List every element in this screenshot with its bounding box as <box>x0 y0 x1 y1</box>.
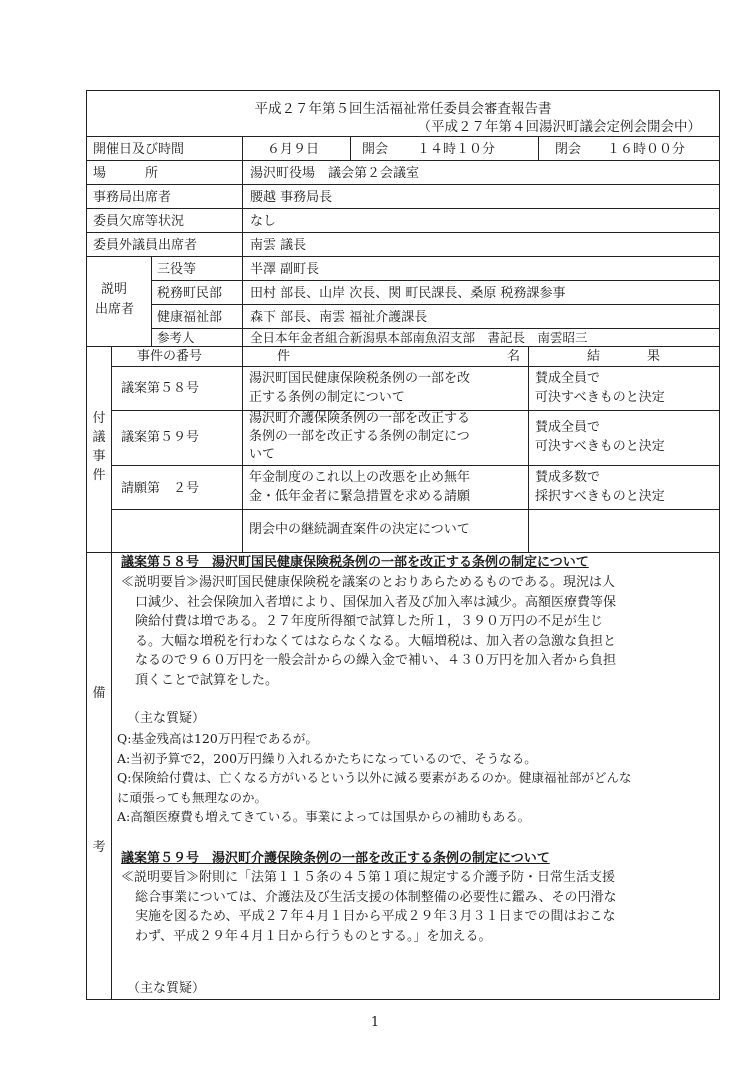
explainer-names: 森下 部長、南雲 福祉介護課長 <box>250 310 428 325</box>
agenda-item-subject: 正する条例の制定について <box>249 390 405 405</box>
explainer-dept: 参考人 <box>157 330 195 345</box>
agenda-item-result: 可決すべきものと決定 <box>535 439 665 454</box>
agenda-item-result: 可決すべきものと決定 <box>535 390 665 405</box>
section1-qa-heading: （主な質疑） <box>127 711 206 726</box>
agenda-col-number: 事件の番号 <box>137 349 203 364</box>
summary-line: 実施を図るため、平成２７年４月１日から平成２９年３月３１日までの間はおこな <box>135 909 616 924</box>
qa-line: Q:基金残高は120万円程であるが。 <box>117 731 318 746</box>
agenda-item-subject: いて <box>249 447 276 462</box>
agenda-item-subject: 湯沢町国民健康保険税条例の一部を改 <box>249 371 471 386</box>
summary-line: 口減少、社会保険加入者増により、国保加入者及び加入率は減少。高額医療費等保 <box>135 594 617 610</box>
agenda-side-label: 議 <box>92 430 106 445</box>
agenda-item-subject: 年金制度のこれ以上の改悪を止め無年 <box>249 470 471 485</box>
summary-line: 頂くことで試算をした。 <box>135 672 279 688</box>
place-value: 湯沢町役場 議会第２会議室 <box>250 166 420 181</box>
qa-line: A:高額医療費も増えてきている。事業によっては国県からの補助もある。 <box>117 809 531 824</box>
agenda-item-subject: 閉会中の継続調査案件の決定について <box>249 522 470 537</box>
summary-line: 険給付費は増である。２７年度所得額で試算した所１，３９０万円の不足が生じ <box>135 614 604 629</box>
agenda-side-label: 事 <box>92 449 106 464</box>
explainer-names: 田村 部長、山岸 次長、関 町民課長、桑原 税務課参事 <box>250 286 566 301</box>
agenda-col-subject-a: 件 <box>277 349 291 364</box>
outside-label: 委員外議員出席者 <box>93 238 198 253</box>
section1-heading: 議案第５８号 湯沢町国民健康保険税条例の一部を改正する条例の制定について <box>121 555 589 570</box>
summary-line: ≪説明要旨≫湯沢町国民健康保険税を議案のとおりあらためるものである。現況は人 <box>121 575 616 590</box>
agenda-col-result-a: 結 <box>587 349 601 364</box>
section2-summary <box>121 868 717 946</box>
section2-qa-heading: （主な質疑） <box>127 981 206 996</box>
qa-line: Q:保険給付費は、亡くなる方がいるという以外に減る要素があるのか。健康福祉部がどんな <box>117 770 632 785</box>
agenda-item-number: 議案第５９号 <box>121 430 200 445</box>
remarks-side-label: 備 <box>92 686 106 701</box>
agenda-item-result: 賛成全員で <box>535 371 601 386</box>
agenda-item-result: 賛成多数で <box>535 470 601 485</box>
agenda-item-number: 議案第５８号 <box>121 381 200 396</box>
agenda-item-number: 請願第 ２号 <box>121 481 200 496</box>
date-label: 開催日及び時間 <box>93 142 185 157</box>
agenda-side-label: 付 <box>92 411 106 426</box>
agenda-col-result-b: 果 <box>647 349 661 364</box>
summary-line: なるので９６０万円を一般会計からの繰入金で補い、４３０万円を加入者から負担 <box>135 653 617 668</box>
section2-heading: 議案第５９号 湯沢町介護保険条例の一部を改正する条例の制定について <box>121 851 550 866</box>
explainer-dept: 三役等 <box>157 262 197 277</box>
explainers-label-1: 説明 <box>101 282 128 297</box>
agenda-col-subject-b: 名 <box>507 349 521 364</box>
explainer-names: 半澤 副町長 <box>250 262 320 277</box>
close-label: 閉会 <box>555 142 582 157</box>
qa-line: に頑張っても無理なのか。 <box>117 789 268 805</box>
summary-line: わず、平成２９年４月１日から行うものとする。」を加える。 <box>135 928 492 944</box>
explainer-names: 全日本年金者組合新潟県本部南魚沼支部 書記長 南雲昭三 <box>250 330 588 345</box>
summary-line: ≪説明要旨≫附則に「法第１１５条の４５第１項に規定する介護予防・日常生活支援 <box>121 870 616 885</box>
open-time: １４時１０分 <box>417 142 496 157</box>
report-page <box>86 90 720 1000</box>
agenda-item-result: 賛成全員で <box>535 420 601 435</box>
summary-line: る。大幅な増税を行わなくてはならなくなる。大幅増税は、加入者の急激な負担と <box>135 633 617 649</box>
date-value: ６月９日 <box>267 142 320 157</box>
secretariat-value: 腰越 事務局長 <box>250 190 333 205</box>
report-title: 平成２７年第５回生活福祉常任委員会審査報告書 <box>254 101 552 117</box>
absence-label: 委員欠席等状況 <box>93 214 185 229</box>
section1-qa <box>117 729 717 827</box>
outside-value: 南雲 議長 <box>250 238 307 253</box>
summary-line: 総合事業については、介護法及び生活支援の体制整備の必要性に鑑み、その円滑な <box>135 889 617 905</box>
page-number: 1 <box>370 1015 380 1030</box>
remarks-side-label: 考 <box>92 840 106 855</box>
explainers-label-2: 出席者 <box>95 302 135 317</box>
explainer-dept: 健康福祉部 <box>157 310 223 325</box>
explainer-dept: 税務町民部 <box>157 286 223 301</box>
place-label: 場 所 <box>93 166 159 181</box>
agenda-item-result: 採択すべきものと決定 <box>535 489 665 504</box>
secretariat-label: 事務局出席者 <box>93 190 172 205</box>
agenda-item-subject: 湯沢町介護保険条例の一部を改正する <box>249 411 471 426</box>
section1-summary <box>121 573 717 690</box>
absence-value: なし <box>250 214 277 229</box>
agenda-item-subject: 条例の一部を改正する条例の制定につ <box>249 429 470 444</box>
open-label: 開会 <box>362 142 389 157</box>
report-subtitle: （平成２７年第４回湯沢町議会定例会開会中） <box>417 119 701 135</box>
close-time: １６時００分 <box>607 142 686 157</box>
agenda-side-label: 件 <box>92 468 106 483</box>
agenda-item-subject: 金・低年金者に緊急措置を求める請願 <box>249 489 471 504</box>
qa-line: A:当初予算で2，200万円繰り入れるかたちになっているので、そうなる。 <box>117 750 537 766</box>
